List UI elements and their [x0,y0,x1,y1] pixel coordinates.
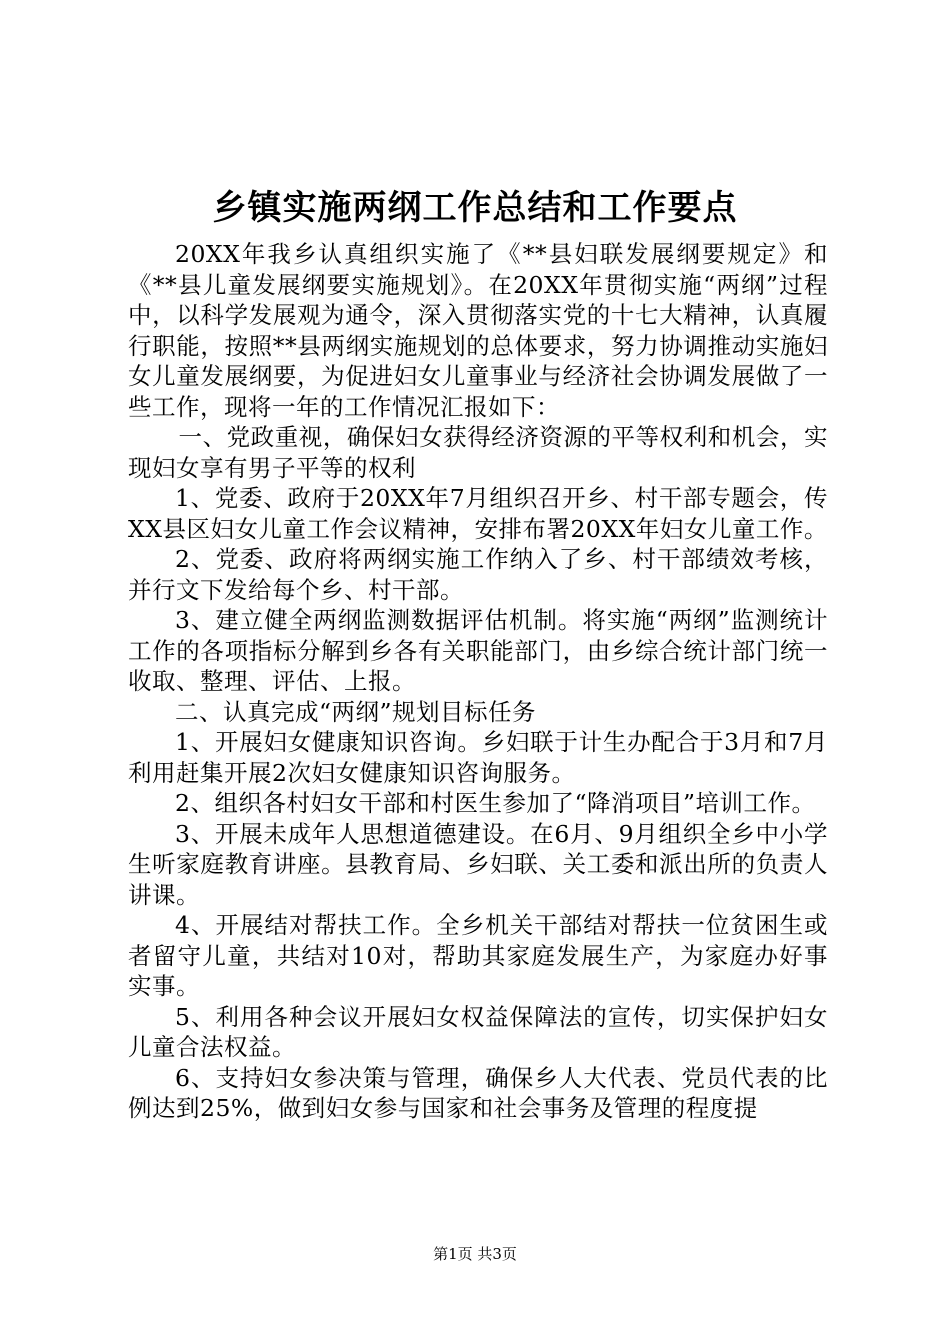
paragraph-2-6: 6、支持妇女参决策与管理，确保乡人大代表、党员代表的比例达到25%，做到妇女参与国家和社会事务及管理的程度提 [128,1063,828,1122]
paragraph-1-2: 2、党委、政府将两纲实施工作纳入了乡、村干部绩效考核，并行文下发给每个乡、村干部。 [128,545,828,604]
paragraph-2-2: 2、组织各村妇女干部和村医生参加了“降消项目”培训工作。 [175,789,816,817]
paragraph-2-4: 4、开展结对帮扶工作。全乡机关干部结对帮扶一位贫困生或者留守儿童，共结对10对，帮助其家庭发展生产，为家庭办好事实事。 [128,911,828,1000]
paragraph-1-1: 1、党委、政府于20XX年7月组织召开乡、村干部专题会，传XX县区妇女儿童工作会议精神，安排布署20XX年妇女儿童工作。 [128,484,828,543]
document-title: 乡镇实施两纲工作总结和工作要点 [212,188,738,228]
document-body [128,239,828,1124]
paragraph-2-3: 3、开展未成年人思想道德建设。在6月、9月组织全乡中小学生听家庭教育讲座。县教育局、乡妇联、关工委和派出所的负责人讲课。 [128,819,828,909]
paragraph-1-3: 3、建立健全两纲监测数据评估机制。将实施“两纲”监测统计工作的各项指标分解到乡各有关职能部门，由乡综合统计部门统一收取、整理、评估、上报。 [128,606,828,695]
paragraph-2-5: 5、利用各种会议开展妇女权益保障法的宣传，切实保护妇女儿童合法权益。 [128,1002,828,1061]
section-heading-2: 二、认真完成“两纲”规划目标任务 [175,697,537,726]
paragraph-intro: 20XX年我乡认真组织实施了《**县妇联发展纲要规定》和《**县儿童发展纲要实施规划》。在20XX年贯彻实施“两纲”过程中，以科学发展观为通令，深入贯彻落实党的十七大精神，认真履行职能，按照**县两纲实施规划的总体要求，努力协调推动实施妇女儿童发展纲要，为促进妇女儿童事业与经济社会协调发展做了一些工作，现将一年的工作情况汇报如下： [128,240,828,421]
page-number: 第1页 共3页 [433,1245,517,1263]
section-heading-1: 一、党政重视，确保妇女获得经济资源的平等权利和机会，实现妇女享有男子平等的权利 [128,423,828,482]
paragraph-2-1: 1、开展妇女健康知识咨询。乡妇联于计生办配合于3月和7月利用赶集开展2次妇女健康知识咨询服务。 [128,728,828,787]
